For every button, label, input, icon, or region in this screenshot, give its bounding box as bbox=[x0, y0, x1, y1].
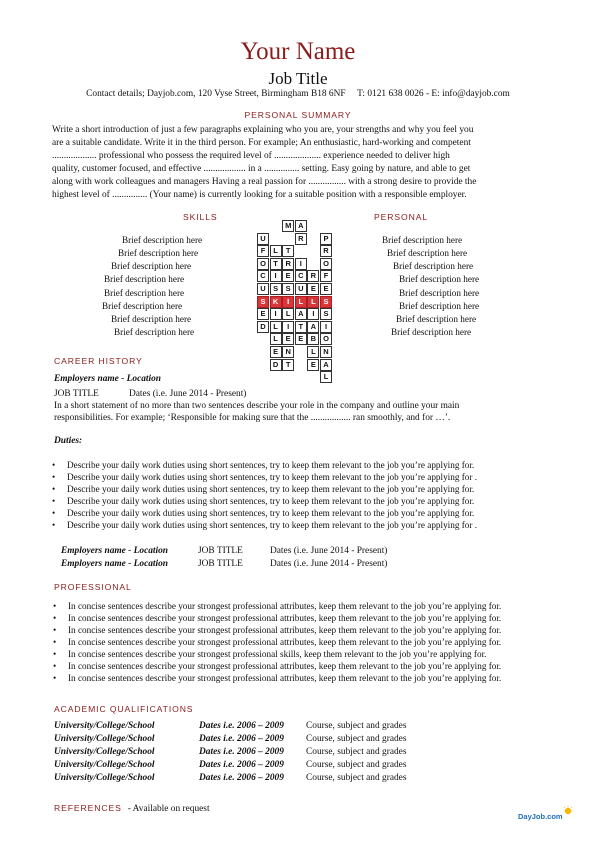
crossword-tile: O bbox=[320, 333, 332, 345]
personal-item: Brief description here bbox=[399, 288, 480, 298]
crossword-tile: I bbox=[270, 270, 282, 282]
employer-name: Employers name - Location bbox=[61, 546, 169, 556]
professional-item: • In concise sentences describe your strongest professional skills, keep them relevant to the job you’re applying for. bbox=[53, 648, 501, 660]
professional-item: • In concise sentences describe your strongest professional attributes, keep them relevant to the job you’re applying for. bbox=[53, 660, 501, 672]
crossword-tile: U bbox=[257, 233, 269, 245]
duty-item: • Describe your daily work duties using short sentences, try to keep them relevant to the job you’re applying for. bbox=[52, 495, 477, 507]
dayjob-logo bbox=[516, 806, 576, 824]
personal-item: Brief description here bbox=[396, 314, 477, 324]
academic-table bbox=[0, 720, 596, 784]
crossword-tile: F bbox=[320, 270, 332, 282]
crossword-tile: S bbox=[270, 283, 282, 295]
professional-item: • In concise sentences describe your strongest professional attributes, keep them relevant to the job you’re applying for. bbox=[53, 636, 501, 648]
statement-line: In a short statement of no more than two sentences describe your role in the company and outline your main bbox=[54, 401, 460, 411]
personal-item: Brief description here bbox=[393, 261, 474, 271]
crossword-tile: L bbox=[270, 333, 282, 345]
crossword-tile: T bbox=[282, 245, 294, 257]
course-details: Course, subject and grades bbox=[306, 721, 407, 731]
school-name: University/College/School bbox=[54, 747, 155, 757]
summary-line: along with work colleagues and managers Having a real passion for ................ with a strong desire to provide the bbox=[52, 176, 477, 187]
personal-item: Brief description here bbox=[391, 327, 472, 337]
duty-item: • Describe your daily work duties using short sentences, try to keep them relevant to the job you’re applying for. bbox=[52, 483, 477, 495]
summary-heading: PERSONAL SUMMARY bbox=[244, 110, 352, 120]
career-dates: Dates (i.e. June 2014 - Present) bbox=[270, 559, 388, 569]
professional-item: • In concise sentences describe your strongest professional attributes, keep them relevant to the job you’re applying for. bbox=[53, 672, 501, 684]
skill-item: Brief description here bbox=[111, 261, 192, 271]
summary-line: highest level of ............... (Your name) is currently looking for a suitable position with a responsible employer. bbox=[52, 189, 467, 200]
career-job-title: JOB TITLE bbox=[54, 389, 99, 399]
summary-line: quality, customer focused, and effective .................. in a ............... setting. Easy going by nature, and able to get bbox=[52, 163, 471, 174]
crossword-tile: D bbox=[257, 321, 269, 333]
crossword-tile: O bbox=[257, 258, 269, 270]
career-dates: Dates (i.e. June 2014 - Present) bbox=[129, 389, 247, 399]
academic-dates: Dates i.e. 2006 – 2009 bbox=[199, 747, 284, 757]
references-row bbox=[54, 798, 210, 816]
crossword-tile: M bbox=[282, 220, 294, 232]
crossword-tile: E bbox=[307, 283, 319, 295]
crossword-tile: E bbox=[257, 308, 269, 320]
duties-label: Duties: bbox=[54, 436, 83, 446]
crossword-tile: A bbox=[320, 359, 332, 371]
employer-name: Employers name - Location bbox=[61, 559, 169, 569]
academic-dates: Dates i.e. 2006 – 2009 bbox=[199, 734, 284, 744]
duty-item: • Describe your daily work duties using short sentences, try to keep them relevant to the job you’re applying for. bbox=[52, 459, 477, 471]
professional-heading: PROFESSIONAL bbox=[54, 582, 132, 592]
crossword-tile: C bbox=[257, 270, 269, 282]
course-details: Course, subject and grades bbox=[306, 734, 407, 744]
crossword-tile: E bbox=[270, 346, 282, 358]
school-name: University/College/School bbox=[54, 773, 155, 783]
crossword-tile: T bbox=[295, 321, 307, 333]
skills-tile: S bbox=[257, 296, 269, 308]
professional-item: • In concise sentences describe your strongest professional attributes, keep them relevant to the job you’re applying for. bbox=[53, 600, 501, 612]
crossword-tile: I bbox=[295, 258, 307, 270]
school-name: University/College/School bbox=[54, 760, 155, 770]
statement-line: responsibilities. For example; ‘Responsible for making sure that the ................. ran smoothly, and for …’. bbox=[54, 413, 451, 424]
candidate-name: Your Name bbox=[240, 38, 356, 65]
skills-tile: K bbox=[270, 296, 282, 308]
skills-crossword-graphic bbox=[257, 220, 335, 382]
career-dates: Dates (i.e. June 2014 - Present) bbox=[270, 546, 388, 556]
professional-item: • In concise sentences describe your strongest professional attributes, keep them relevant to the job you’re applying for. bbox=[53, 612, 501, 624]
skill-item: Brief description here bbox=[114, 327, 195, 337]
references-heading: REFERENCES bbox=[54, 803, 122, 813]
crossword-tile: A bbox=[295, 308, 307, 320]
career-statement bbox=[54, 400, 544, 424]
crossword-tile: S bbox=[320, 308, 332, 320]
course-details: Course, subject and grades bbox=[306, 773, 407, 783]
crossword-tile: L bbox=[270, 321, 282, 333]
employer-name: Employers name - Location bbox=[54, 374, 162, 384]
crossword-tile: U bbox=[295, 283, 307, 295]
course-details: Course, subject and grades bbox=[306, 747, 407, 757]
school-name: University/College/School bbox=[54, 734, 155, 744]
summary-line: ................... professional who possess the required level of .................... experience needed to deliver high bbox=[52, 150, 450, 161]
crossword-tile: F bbox=[257, 245, 269, 257]
personal-item: Brief description here bbox=[399, 274, 480, 284]
job-title: Job Title bbox=[268, 69, 328, 88]
crossword-tile: I bbox=[282, 321, 294, 333]
academic-dates: Dates i.e. 2006 – 2009 bbox=[199, 760, 284, 770]
skill-item: Brief description here bbox=[122, 235, 203, 245]
crossword-tile: R bbox=[320, 245, 332, 257]
duty-item: • Describe your daily work duties using short sentences, try to keep them relevant to the job you’re applying for . bbox=[52, 519, 477, 531]
personal-item: Brief description here bbox=[399, 301, 480, 311]
skill-item: Brief description here bbox=[104, 274, 185, 284]
summary-paragraph bbox=[52, 124, 544, 201]
crossword-tile: U bbox=[257, 283, 269, 295]
crossword-tile: D bbox=[270, 359, 282, 371]
references-text: - Available on request bbox=[127, 804, 210, 814]
crossword-tile: I bbox=[270, 308, 282, 320]
crossword-tile: A bbox=[295, 220, 307, 232]
crossword-tile: I bbox=[320, 321, 332, 333]
crossword-tile: P bbox=[320, 233, 332, 245]
crossword-tile: R bbox=[295, 233, 307, 245]
school-name: University/College/School bbox=[54, 721, 155, 731]
personal-item: Brief description here bbox=[382, 235, 463, 245]
skills-tile: L bbox=[295, 296, 307, 308]
crossword-tile: E bbox=[320, 283, 332, 295]
course-details: Course, subject and grades bbox=[306, 760, 407, 770]
crossword-tile: E bbox=[307, 359, 319, 371]
crossword-tile: R bbox=[282, 258, 294, 270]
summary-line: are a suitable candidate. Write it in the third person. For example; An enthusiastic, hard-working and competent bbox=[52, 137, 471, 148]
skill-item: Brief description here bbox=[102, 301, 183, 311]
personal-item: Brief description here bbox=[387, 248, 468, 258]
crossword-tile: C bbox=[295, 270, 307, 282]
crossword-tile: N bbox=[320, 346, 332, 358]
skill-item: Brief description here bbox=[111, 314, 192, 324]
career-job-title: JOB TITLE bbox=[198, 559, 243, 569]
skill-item: Brief description here bbox=[104, 288, 185, 298]
crossword-tile: N bbox=[282, 346, 294, 358]
crossword-tile: E bbox=[282, 270, 294, 282]
professional-item: • In concise sentences describe your strongest professional attributes, keep them relevant to the job you’re applying for. bbox=[53, 624, 501, 636]
skills-tile: I bbox=[282, 296, 294, 308]
crossword-tile: L bbox=[320, 371, 332, 383]
contact-details: Contact details; Dayjob.com, 120 Vyse Street, Birmingham B18 6NF T: 0121 638 0026 - E: info@dayjob.com bbox=[86, 89, 510, 99]
logo-text: DayJob.com bbox=[518, 812, 563, 821]
crossword-tile: A bbox=[307, 321, 319, 333]
crossword-tile: S bbox=[282, 283, 294, 295]
crossword-tile: B bbox=[307, 333, 319, 345]
academic-heading: ACADEMIC QUALIFICATIONS bbox=[54, 704, 194, 714]
crossword-tile: L bbox=[307, 346, 319, 358]
crossword-tile: R bbox=[307, 270, 319, 282]
career-heading: CAREER HISTORY bbox=[54, 356, 143, 366]
academic-dates: Dates i.e. 2006 – 2009 bbox=[199, 773, 284, 783]
crossword-tile: T bbox=[282, 359, 294, 371]
crossword-tile: E bbox=[282, 333, 294, 345]
crossword-tile: T bbox=[270, 258, 282, 270]
personal-heading: PERSONAL bbox=[374, 212, 429, 222]
crossword-tile: L bbox=[282, 308, 294, 320]
academic-dates: Dates i.e. 2006 – 2009 bbox=[199, 721, 284, 731]
crossword-tile: L bbox=[270, 245, 282, 257]
skills-tile: S bbox=[320, 296, 332, 308]
skills-tile: L bbox=[307, 296, 319, 308]
skills-heading: SKILLS bbox=[183, 212, 218, 222]
crossword-tile: O bbox=[320, 258, 332, 270]
summary-line: Write a short introduction of just a few paragraphs explaining who you are, your strengths and why you feel you bbox=[52, 125, 474, 135]
crossword-tile: I bbox=[307, 308, 319, 320]
skill-item: Brief description here bbox=[118, 248, 199, 258]
career-job-title: JOB TITLE bbox=[198, 546, 243, 556]
duty-item: • Describe your daily work duties using short sentences, try to keep them relevant to the job you’re applying for. bbox=[52, 507, 477, 519]
crossword-tile: E bbox=[295, 333, 307, 345]
duty-item: • Describe your daily work duties using short sentences, try to keep them relevant to the job you’re applying for . bbox=[52, 471, 477, 483]
